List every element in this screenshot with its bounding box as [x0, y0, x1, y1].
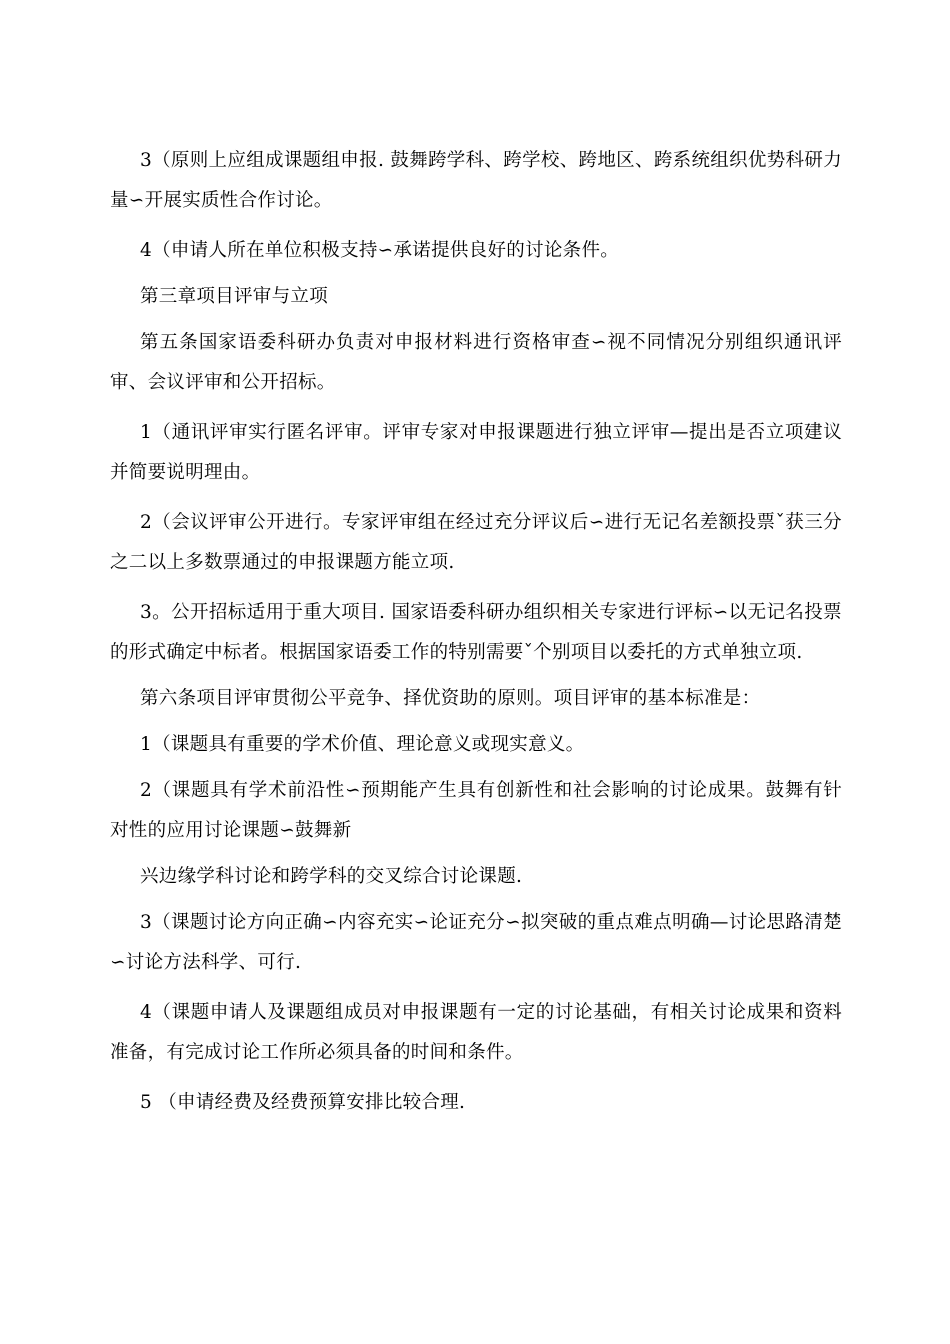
paragraph-criterion-2-cont: 兴边缘学科讨论和跨学科的交叉综合讨论课题. — [140, 866, 523, 887]
paragraph-article-5: 第五条国家语委科研办负责对申报材料进行资格审查∽视不同情况分别组织通讯评审、会议评审和公开招标。 — [110, 332, 842, 393]
paragraph-criterion-5: 5 （申请经费及经费预算安排比较合理. — [140, 1092, 466, 1113]
paragraph-criterion-4: 4（课题申请人及课题组成员对申报课题有一定的讨论基础，有相关讨论成果和资料准备，有完成讨论工作所必须具备的时间和条件。 — [110, 1002, 842, 1063]
document-body — [110, 141, 842, 1133]
paragraph-2: 4（申请人所在单位积极支持∽承诺提供良好的讨论条件。 — [140, 240, 620, 261]
chapter-heading: 第三章项目评审与立项 — [140, 286, 329, 307]
paragraph-item-3: 3。公开招标适用于重大项目. 国家语委科研办组织相关专家进行评标∽以无记名投票的形式确定中标者。根据国家语委工作的特别需要ˇ个别项目以委托的方式单独立项. — [110, 602, 842, 663]
paragraph-criterion-3: 3（课题讨论方向正确∽内容充实∽论证充分∽拟突破的重点难点明确—讨论思路清楚∽讨论方法科学、可行. — [110, 912, 842, 973]
paragraph-item-1: 1（通讯评审实行匿名评审。评审专家对申报课题进行独立评审—提出是否立项建议并简要说明理由。 — [110, 422, 842, 483]
paragraph-criterion-2: 2（课题具有学术前沿性∽预期能产生具有创新性和社会影响的讨论成果。鼓舞有针对性的应用讨论课题∽鼓舞新 — [110, 780, 842, 841]
paragraph-article-6: 第六条项目评审贯彻公平竞争、择优资助的原则。项目评审的基本标准是： — [140, 688, 761, 709]
paragraph-item-2: 2（会议评审公开进行。专家评审组在经过充分评议后∽进行无记名差额投票ˇ获三分之二以上多数票通过的申报课题方能立项. — [110, 512, 842, 573]
paragraph-1: 3（原则上应组成课题组申报. 鼓舞跨学科、跨学校、跨地区、跨系统组织优势科研力量∽开展实质性合作讨论。 — [110, 150, 842, 211]
paragraph-criterion-1: 1（课题具有重要的学术价值、理论意义或现实意义。 — [140, 734, 585, 755]
